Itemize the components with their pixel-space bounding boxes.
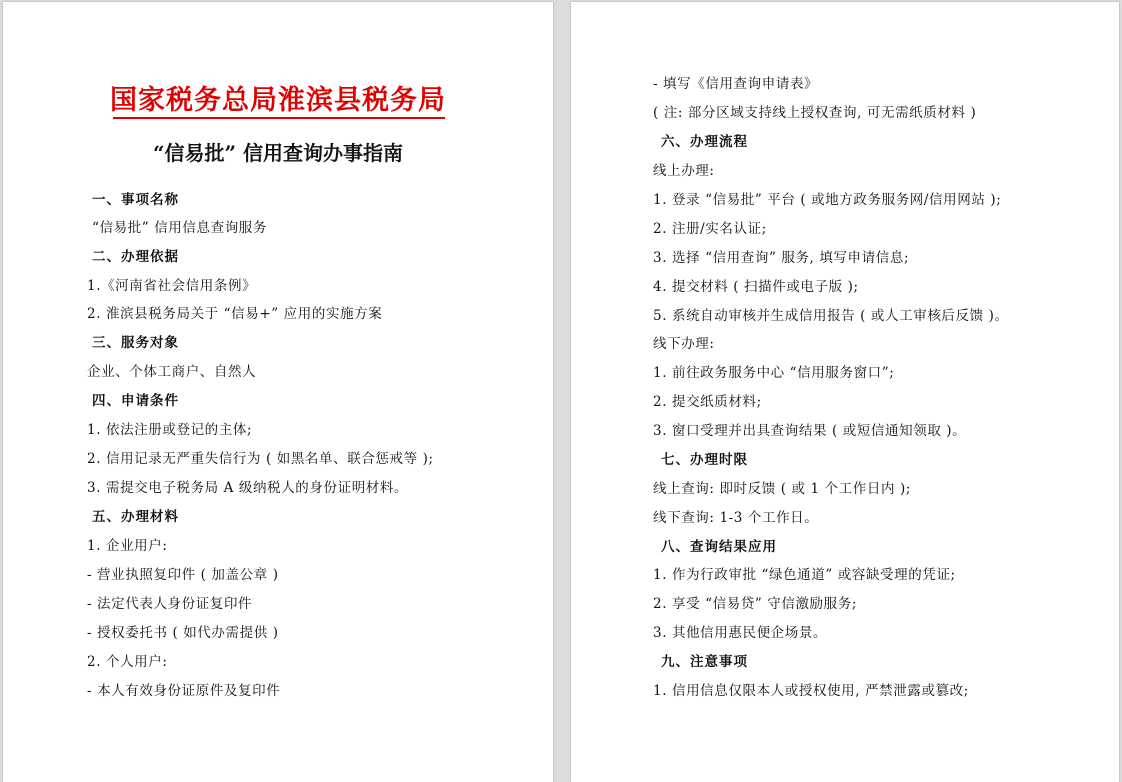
paragraph-line: 3. 需提交电子税务局 A 级纳税人的身份证明材料。 [87, 480, 409, 496]
paragraph-line: - 营业执照复印件 ( 加盖公章 ) [87, 567, 279, 583]
paragraph-line: - 授权委托书 ( 如代办需提供 ) [87, 625, 279, 641]
paragraph-line: 线上办理: [653, 163, 715, 179]
title-underline [113, 117, 445, 119]
paragraph-line: 1. 登录 “信易批” 平台 ( 或地方政务服务网/信用网站 ); [653, 192, 1002, 208]
document-subtitle: “信易批” 信用查询办事指南 [153, 141, 403, 165]
section-heading-result-use: 八、查询结果应用 [661, 539, 777, 555]
section-heading-conditions: 四、申请条件 [92, 393, 179, 409]
document-page-left [3, 2, 553, 782]
section-heading-process: 六、办理流程 [661, 134, 748, 150]
paragraph-line: 2. 信用记录无严重失信行为 ( 如黑名单、联合惩戒等 ); [87, 451, 434, 467]
section-heading-service-target: 三、服务对象 [92, 335, 179, 351]
paragraph-line: - 本人有效身份证原件及复印件 [87, 683, 281, 699]
paragraph-line: 线上查询: 即时反馈 ( 或 1 个工作日内 ); [653, 481, 911, 497]
paragraph-line: “信易批” 信用信息查询服务 [92, 220, 267, 236]
paragraph-line: 2. 个人用户: [87, 654, 168, 670]
paragraph-line: 2. 淮滨县税务局关于 “信易+” 应用的实施方案 [87, 306, 383, 322]
paragraph-line: 1.《河南省社会信用条例》 [87, 278, 257, 294]
paragraph-line: 3. 窗口受理并出具查询结果 ( 或短信通知领取 )。 [653, 423, 967, 439]
paragraph-line: 1. 信用信息仅限本人或授权使用, 严禁泄露或篡改; [653, 683, 969, 699]
section-heading-time-limit: 七、办理时限 [661, 452, 748, 468]
paragraph-line: 3. 其他信用惠民便企场景。 [653, 625, 828, 641]
paragraph-line: 2. 注册/实名认证; [653, 221, 767, 237]
paragraph-line: 2. 提交纸质材料; [653, 394, 762, 410]
section-heading-materials: 五、办理材料 [92, 509, 179, 525]
document-title: 国家税务总局淮滨县税务局 [110, 85, 446, 116]
section-heading-notes: 九、注意事项 [661, 654, 748, 670]
paragraph-line: 线下办理: [653, 336, 715, 352]
section-heading-item-name: 一、事项名称 [92, 192, 179, 208]
paragraph-line: ( 注: 部分区域支持线上授权查询, 可无需纸质材料 ) [653, 105, 977, 121]
paragraph-line: - 填写《信用查询申请表》 [653, 76, 819, 92]
paragraph-line: 1. 企业用户: [87, 538, 168, 554]
paragraph-line: 1. 前往政务服务中心 “信用服务窗口”; [653, 365, 895, 381]
paragraph-line: 2. 享受 “信易贷” 守信激励服务; [653, 596, 858, 612]
paragraph-line: - 法定代表人身份证复印件 [87, 596, 253, 612]
paragraph-line: 企业、个体工商户、自然人 [87, 364, 257, 380]
section-heading-basis: 二、办理依据 [92, 249, 179, 265]
paragraph-line: 5. 系统自动审核并生成信用报告 ( 或人工审核后反馈 )。 [653, 308, 1009, 324]
paragraph-line: 3. 选择 “信用查询” 服务, 填写申请信息; [653, 250, 910, 266]
paragraph-line: 4. 提交材料 ( 扫描件或电子版 ); [653, 279, 859, 295]
document-page-right [571, 2, 1119, 782]
paragraph-line: 线下查询: 1-3 个工作日。 [653, 510, 819, 526]
paragraph-line: 1. 作为行政审批 “绿色通道” 或容缺受理的凭证; [653, 567, 956, 583]
paragraph-line: 1. 依法注册或登记的主体; [87, 422, 253, 438]
